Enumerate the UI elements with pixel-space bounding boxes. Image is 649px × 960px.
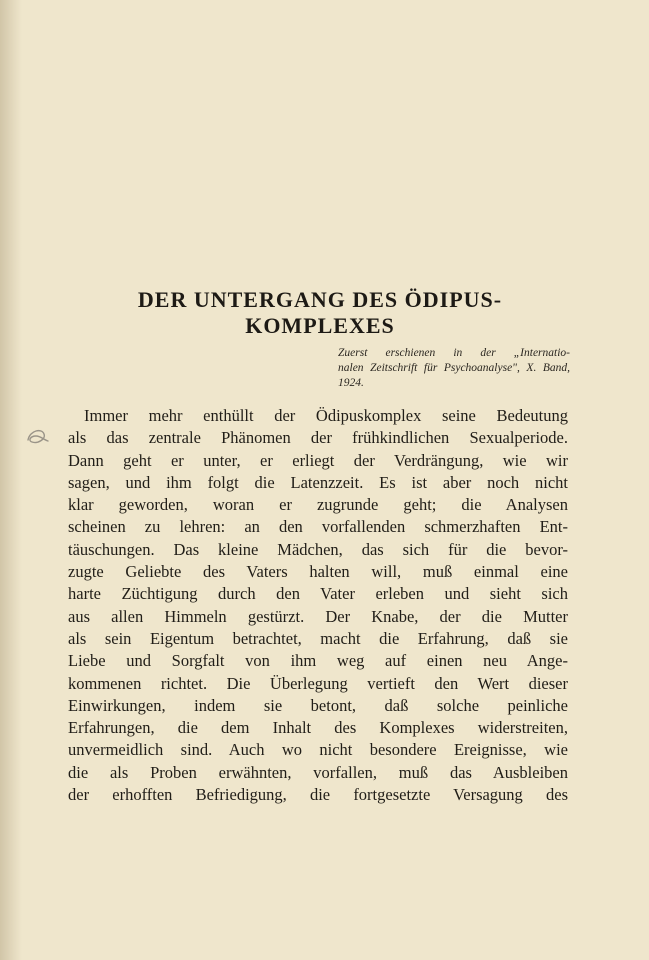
body-line: aus allen Himmeln gestürzt. Der Knabe, der die Mutter — [68, 606, 568, 626]
body-line: Einwirkungen, indem sie betont, daß solche peinliche — [68, 695, 568, 715]
body-line: scheinen zu lehren: an den vorfallenden schmerzhaften Ent- — [68, 517, 568, 537]
body-line: Erfahrungen, die dem Inhalt des Komplexes widerstreiten, — [68, 718, 568, 738]
body-line: Immer mehr enthüllt der Ödipuskomplex seine Bedeutung — [84, 406, 568, 425]
chapter-title-line-1: DER UNTERGANG DES ÖDIPUS- — [137, 287, 503, 312]
body-line: klar geworden, woran er zugrunde geht; die Analysen — [68, 495, 568, 515]
publication-note — [338, 346, 570, 391]
body-line: sagen, und ihm folgt die Latenzzeit. Es ist aber noch nicht — [68, 472, 568, 492]
body-line: der erhofften Befriedigung, die fortgesetzte Versagung des — [68, 785, 568, 805]
publication-note-line: nalen Zeitschrift für Psychoanalyse", X. Band, — [338, 362, 570, 374]
body-line: harte Züchtigung durch den Vater erleben und sieht sich — [68, 584, 568, 604]
body-line: Liebe und Sorgfalt von ihm weg auf einen neu Ange- — [68, 651, 568, 671]
body-text — [68, 405, 568, 806]
body-line: zugte Geliebte des Vaters halten will, muß einmal eine — [68, 562, 568, 582]
body-line: Dann geht er unter, er erliegt der Verdrängung, wie wir — [68, 450, 568, 470]
pencil-margin-mark-icon — [24, 424, 52, 450]
body-line: als sein Eigentum betrachtet, macht die Erfahrung, daß sie — [68, 628, 568, 648]
publication-note-line: 1924. — [338, 377, 364, 389]
chapter-title-line-2: KOMPLEXES — [245, 313, 395, 338]
body-line: als das zentrale Phänomen der frühkindlichen Sexualperiode. — [68, 428, 568, 448]
body-line: täuschungen. Das kleine Mädchen, das sich für die bevor- — [68, 539, 568, 559]
publication-note-line: Zuerst erschienen in der „Internatio- — [338, 347, 570, 359]
bleed-through-text — [40, 95, 580, 455]
body-line: unvermeidlich sind. Auch wo nicht besondere Ereignisse, wie — [68, 740, 568, 760]
page-gutter-shadow — [0, 0, 22, 960]
body-line: kommenen richtet. Die Überlegung vertieft den Wert dieser — [68, 673, 568, 693]
body-line: die als Proben erwähnten, vorfallen, muß das Ausbleiben — [68, 762, 568, 782]
